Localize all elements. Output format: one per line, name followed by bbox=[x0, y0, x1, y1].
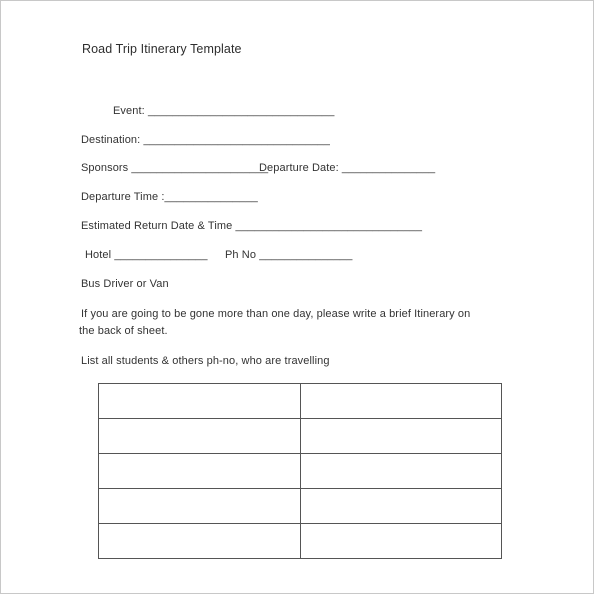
table-cell-phone bbox=[300, 384, 502, 419]
table-cell-name bbox=[99, 454, 301, 489]
table-cell-phone bbox=[300, 419, 502, 454]
hotel-field: Hotel _______________ bbox=[85, 249, 208, 261]
table-row bbox=[99, 489, 502, 524]
table-cell-phone bbox=[300, 524, 502, 559]
instruction-line-2: the back of sheet. bbox=[79, 325, 168, 337]
travellers-table bbox=[98, 383, 502, 559]
departure-time-field: Departure Time :_______________ bbox=[81, 191, 258, 203]
table-cell-name bbox=[99, 524, 301, 559]
table-row bbox=[99, 419, 502, 454]
event-field: Event: ______________________________ bbox=[113, 105, 335, 117]
instruction-line-1: If you are going to be gone more than one day, please write a brief Itinerary on bbox=[81, 308, 471, 320]
sponsors-field: Sponsors ______________________ bbox=[81, 162, 269, 174]
destination-field: Destination: ______________________________ bbox=[81, 134, 330, 146]
table-row bbox=[99, 524, 502, 559]
table-cell-phone bbox=[300, 489, 502, 524]
phone-field: Ph No _______________ bbox=[225, 249, 353, 261]
list-heading: List all students & others ph-no, who are travelling bbox=[81, 355, 330, 367]
table-cell-phone bbox=[300, 454, 502, 489]
departure-date-field: Departure Date: _______________ bbox=[259, 162, 436, 174]
table-cell-name bbox=[99, 384, 301, 419]
return-date-field: Estimated Return Date & Time ______________________________ bbox=[81, 220, 423, 232]
table-cell-name bbox=[99, 489, 301, 524]
table-row bbox=[99, 384, 502, 419]
document-title: Road Trip Itinerary Template bbox=[82, 42, 242, 56]
table-cell-name bbox=[99, 419, 301, 454]
bus-driver-field: Bus Driver or Van bbox=[81, 278, 169, 290]
table-row bbox=[99, 454, 502, 489]
